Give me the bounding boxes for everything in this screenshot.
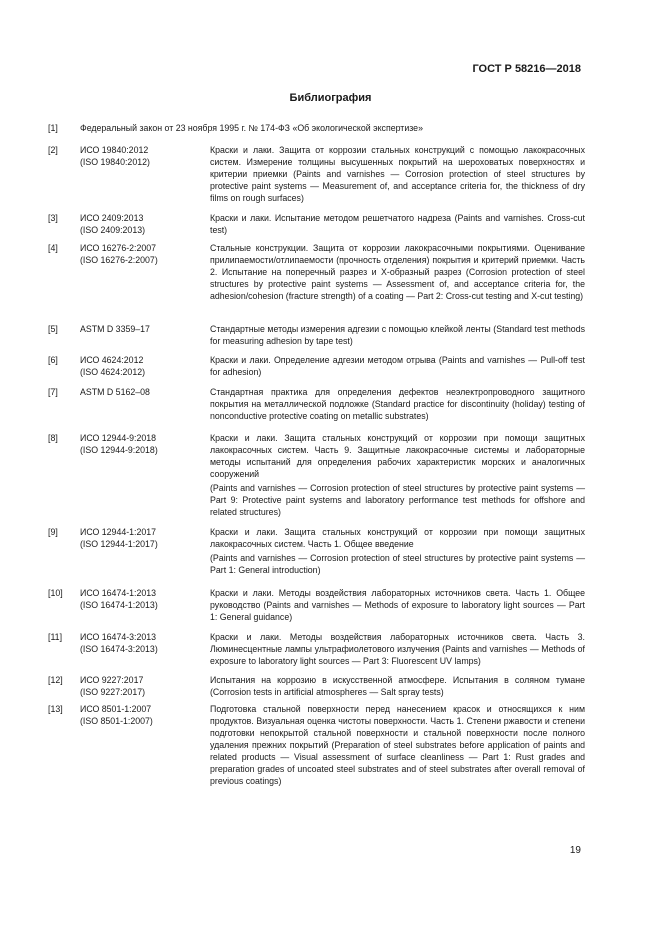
standard-code: ИСО 9227:2017 [80,675,144,685]
entry-number: [6] [48,355,58,365]
entry-number: [8] [48,433,58,443]
entry-description [210,212,585,236]
description-paragraph: Краски и лаки. Защита стальных конструкций от коррозии при помощи защитных лакокрасочных систем. Часть 9. Защитные лакокрасочные системы и лабораторные методы испытаний для определения рабочих характеристик морских и аналогичных сооружений [210,433,585,479]
standard-ref [80,323,200,335]
entry-number: [13] [48,704,63,714]
standard-ref [80,144,200,168]
description-paragraph: Испытания на коррозию в искусственной атмосфере. Испытания в соляном тумане (Corrosion tests in artificial atmospheres — Salt spray tests) [210,675,585,697]
document-code: ГОСТ Р 58216—2018 [472,63,581,75]
standard-ref [80,212,200,236]
entry-description [210,631,585,667]
standard-ref [80,432,200,456]
entry-description [210,587,585,623]
entry-number: [9] [48,527,58,537]
standard-code: ИСО 4624:2012 [80,355,144,365]
description-paragraph: Стандартная практика для определения дефектов неэлектропроводного защитного покрытия на металлической подложке (Standard practice for discontinuity (holiday) testing of nonconductive protective coating on metallic substrates) [210,387,585,421]
standard-code: ИСО 8501-1:2007 [80,704,152,714]
entry-number: [1] [48,123,58,133]
standard-code: ИСО 12944-9:2018 [80,433,157,443]
entry-description [210,526,585,576]
entry-number: [11] [48,632,63,642]
standard-code-intl: (ISO 16276-2:2007) [80,255,158,265]
description-paragraph: (Paints and varnishes — Corrosion protection of steel structures by protective paint systems — Part 9: Protective paint systems and laboratory performance test methods for offshore and related structures) [210,483,585,517]
entry-number: [12] [48,675,63,685]
description-paragraph: Стандартные методы измерения адгезии с помощью клейкой ленты (Standard test methods for measuring adhesion by tape test) [210,324,585,346]
entry-description [210,354,585,378]
standard-code: ИСО 16276-2:2007 [80,243,157,253]
description-paragraph: Краски и лаки. Методы воздействия лабораторных источников света. Часть 1. Общее руководство (Paints and varnishes — Methods of exposure to laboratory light sources — Part 1: General guidance) [210,588,585,622]
standard-ref [80,703,200,727]
standard-ref [80,354,200,378]
standard-code: ИСО 2409:2013 [80,213,144,223]
standard-code: ИСО 16474-3:2013 [80,632,157,642]
page-number: 19 [569,845,581,856]
standard-ref [80,242,200,266]
standard-code: ИСО 16474-1:2013 [80,588,157,598]
standard-code-intl: (ISO 9227:2017) [80,687,146,697]
standard-code: ASTM D 5162–08 [80,387,150,397]
description-paragraph: Подготовка стальной поверхности перед нанесением красок и относящихся к ним продуктов. Визуальная оценка чистоты поверхности. Часть 1. Степени ржавости и степени подготовки непокрытой стальной поверхности и стальной поверхности после полного удаления прежних покрытий (Preparation of steel substrates before application of paints and related products — Visual assessment of surface cleanliness — Part 1: Rust grades and preparation grades of uncoated steel substrates and of steel substrates after overall removal of previous coatings) [210,704,585,786]
entry-description [210,242,585,302]
entry-description [210,144,585,204]
standard-ref [80,526,200,550]
entry-number: [5] [48,324,58,334]
entry-description [210,386,585,422]
standard-code: ИСО 12944-1:2017 [80,527,157,537]
entry-description [210,674,585,698]
entry-number: [4] [48,243,58,253]
entry-number: [3] [48,213,58,223]
entry-text: Федеральный закон от 23 ноября 1995 г. № 174-ФЗ «Об экологической экспертизе» [80,123,423,133]
standard-ref [80,587,200,611]
entry-number: [7] [48,387,58,397]
entry-number: [2] [48,145,58,155]
standard-code-intl: (ISO 19840:2012) [80,157,150,167]
standard-code-intl: (ISO 16474-1:2013) [80,600,158,610]
entry-description [210,432,585,518]
description-paragraph: Стальные конструкции. Защита от коррозии лакокрасочными покрытиями. Оценивание прилипаемости/отлипаемости (прочность отделения) покрытия и критерий приемки. Часть 2. Испытание на поперечный разрез и Х-образный разрез (Corrosion protection of steel structures by protective paint systems — Assessment of, and acceptance criteria for, the adhesion/cohesion (fracture strength) of a coating — Part 2: Cross-cut testing and X-cut testing) [210,243,585,301]
description-paragraph: Краски и лаки. Испытание методом решетчатого надреза (Paints and varnishes. Cross-cut test) [210,213,585,235]
standard-code-intl: (ISO 4624:2012) [80,367,146,377]
standard-ref [80,386,200,398]
entry-description [210,323,585,347]
standard-ref [80,674,200,698]
entry-description [210,703,585,787]
standard-code-intl: (ISO 16474-3:2013) [80,644,158,654]
description-paragraph: Краски и лаки. Методы воздействия лабораторных источников света. Часть 3. Люминесцентные лампы ультрафиолетового излучения (Paints and varnishes — Methods of exposure to laboratory light sources — Part 3: Fluorescent UV lamps) [210,632,585,666]
page-title: Библиография [289,92,372,104]
standard-code-intl: (ISO 12944-1:2017) [80,539,158,549]
description-paragraph: Краски и лаки. Защита стальных конструкций от коррозии при помощи защитных лакокрасочных систем. Часть 1. Общее введение [210,527,585,549]
description-paragraph: Краски и лаки. Определение адгезии методом отрыва (Paints and varnishes — Pull-off test for adhesion) [210,355,585,377]
description-paragraph: Краски и лаки. Защита от коррозии стальных конструкций с помощью лакокрасочных систем. Измерение толщины высушенных покрытий на шероховатых поверхностях и критерии приемки (Paints and varnishes — Corrosion protection of steel structures by protective paint systems — Measurement of, and acceptance criteria for, the thickness of dry films on rough surfaces) [210,145,585,203]
standard-code-intl: (ISO 8501-1:2007) [80,716,153,726]
standard-ref [80,631,200,655]
standard-code: ИСО 19840:2012 [80,145,149,155]
standard-code: ASTM D 3359–17 [80,324,150,334]
standard-code-intl: (ISO 2409:2013) [80,225,146,235]
description-paragraph: (Paints and varnishes — Corrosion protection of steel structures by protective paint systems — Part 1: General introduction) [210,553,585,575]
standard-code-intl: (ISO 12944-9:2018) [80,445,158,455]
entry-number: [10] [48,588,63,598]
